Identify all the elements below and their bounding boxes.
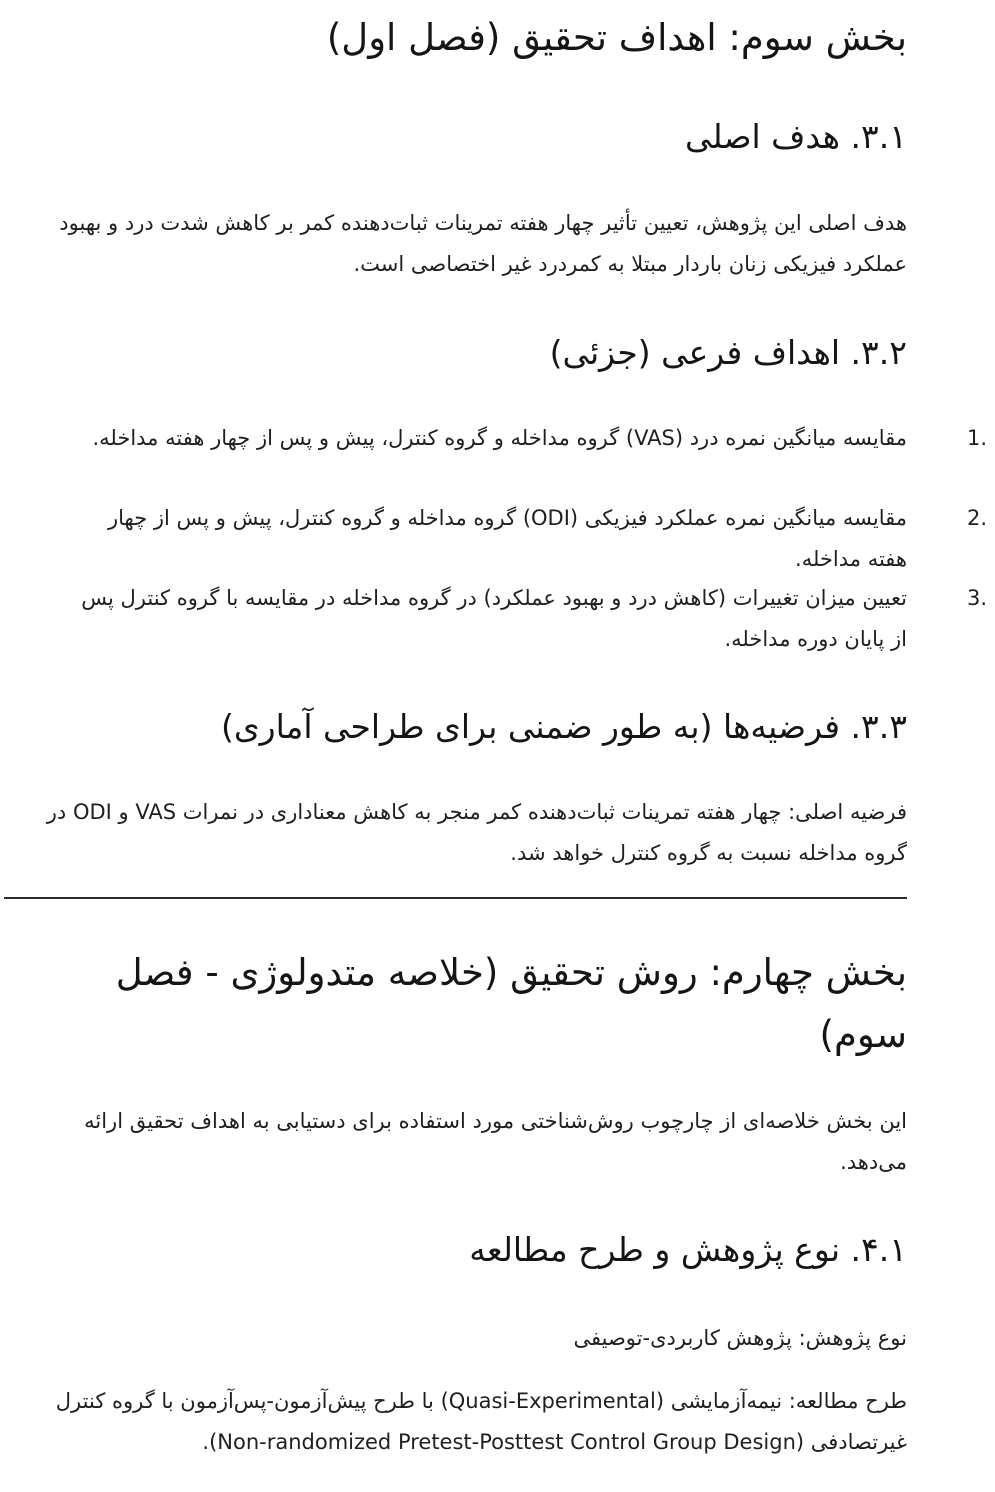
list-item-number: 1. — [966, 426, 987, 450]
paragraph — [30, 1101, 907, 1183]
horizontal-divider — [4, 897, 907, 899]
section-4-title: بخش چهارم: روش تحقیق (خلاصه متدولوژی - فصل سوم) — [115, 951, 907, 1056]
subsection-heading — [8, 1228, 907, 1272]
subsection-heading — [8, 705, 907, 749]
main-objective-text: هدف اصلی این پژوهش، تعیین تأثیر چهار هفته تمرینات ثبات‌دهنده کمر بر کاهش شدت درد و بهبود عملکرد فیزیکی زنان باردار مبتلا به کمردرد غیر اختصاصی است. — [59, 211, 907, 276]
list-item-number: 3. — [966, 586, 987, 610]
subsection-heading — [8, 331, 907, 375]
section-3-title: بخش سوم: اهداف تحقیق (فصل اول) — [326, 16, 907, 59]
main-hypothesis-text: فرضیه اصلی: چهار هفته تمرینات ثبات‌دهنده کمر منجر به کاهش معناداری در نمرات VAS و ODI در گروه مداخله نسبت به گروه کنترل خواهد شد. — [46, 800, 907, 865]
list-item: مقایسه میانگین نمره درد (VAS) گروه مداخله و گروه کنترل، پیش و پس از چهار هفته مداخله. — [92, 426, 907, 450]
research-type-text: نوع پژوهش: پژوهش کاربردی-توصیفی — [573, 1326, 907, 1350]
list-item-number: 2. — [966, 506, 987, 530]
subsection-4-1-title: ۴.۱. نوع پژوهش و طرح مطالعه — [469, 1230, 907, 1269]
paragraph — [40, 1381, 907, 1463]
subsection-3-3-title: ۳.۳. فرضیه‌ها (به طور ضمنی برای طراحی آماری) — [220, 707, 907, 746]
subsection-heading — [8, 115, 907, 159]
section-4-intro: این بخش خلاصه‌ای از چارچوب روش‌شناختی مورد استفاده برای دستیابی به اهداف تحقیق ارائه می‌دهد. — [84, 1109, 907, 1174]
study-design-text: طرح مطالعه: نیمه‌آزمایشی (Quasi-Experimental) با طرح پیش‌آزمون-پس‌آزمون با گروه کنترل غیرتصادفی (Non-randomized Pretest-Posttest Control Group Design). — [55, 1389, 907, 1454]
list-item: مقایسه میانگین نمره عملکرد فیزیکی (ODI) گروه مداخله و گروه کنترل، پیش و پس از چهار هفته مداخله. — [107, 506, 907, 571]
subsection-3-1-title: ۳.۱. هدف اصلی — [685, 117, 907, 156]
section-heading — [8, 9, 907, 67]
section-heading — [60, 942, 907, 1066]
paragraph — [8, 792, 907, 874]
paragraph — [8, 203, 907, 285]
list-item: تعیین میزان تغییرات (کاهش درد و بهبود عملکرد) در گروه مداخله در مقایسه با گروه کنترل پس از پایان دوره مداخله. — [81, 586, 907, 651]
paragraph — [8, 1318, 907, 1359]
subsection-3-2-title: ۳.۲. اهداف فرعی (جزئی) — [549, 333, 907, 372]
